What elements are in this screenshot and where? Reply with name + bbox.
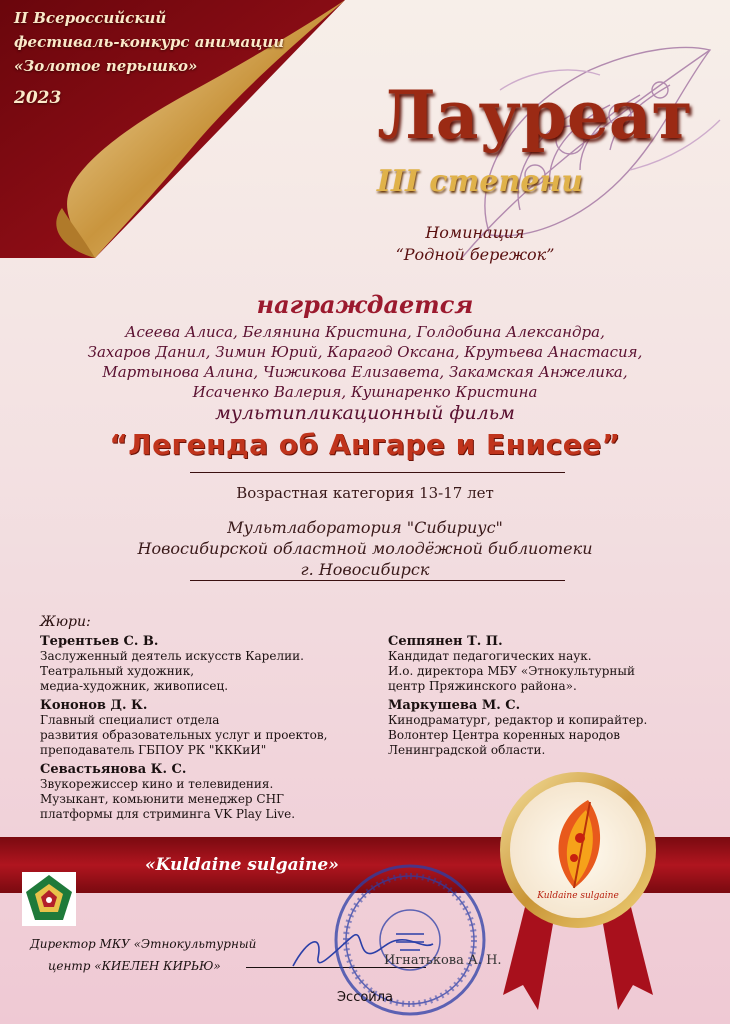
signature-icon <box>288 918 438 978</box>
awarded-heading: награждается <box>256 290 474 319</box>
jury-member-line: развития образовательных услуг и проектов, <box>40 728 328 742</box>
jury-right-column <box>388 634 718 762</box>
jury-member-line: Заслуженный деятель искусств Карелии. <box>40 649 304 663</box>
jury-member-line: Ленинградской области. <box>388 743 546 757</box>
jury-member-name: Терентьев С. В. <box>40 634 159 649</box>
jury-member <box>388 634 718 694</box>
jury-member-line: центр Пряжинского района». <box>388 679 577 693</box>
names-line: Мартынова Алина, Чижикова Елизавета, Закамская Анжелика, <box>102 363 628 381</box>
jury-member-line: медиа-художник, живописец. <box>40 679 229 693</box>
seal-text: Kuldaine sulgaine <box>537 891 619 901</box>
jury-member-name: Севастьянова К. С. <box>40 762 187 777</box>
director-line-1: Директор МКУ «Этнокультурный <box>30 937 257 951</box>
jury-member <box>40 634 370 694</box>
nomination-name: “Родной бережок” <box>395 245 555 264</box>
festival-line-3: «Золотое перышко» <box>14 57 198 75</box>
age-category: Возрастная категория 13-17 лет <box>236 484 494 502</box>
nomination-label: Номинация <box>425 223 525 242</box>
organization-logo-icon <box>22 872 76 926</box>
organization <box>0 517 730 580</box>
awardee-names <box>20 322 710 402</box>
director-block <box>30 933 256 977</box>
jury-heading: Жюри: <box>40 614 91 630</box>
laureate-title: Лауреат <box>377 76 693 154</box>
director-line-2: центр «КИЕЛЕН КИРЬЮ» <box>48 959 221 973</box>
place-name: Эссойла <box>336 990 394 1005</box>
divider <box>190 580 565 581</box>
signer-name: Игнатькова А. Н. <box>384 953 502 968</box>
film-title: “Легенда об Ангаре и Енисее” <box>109 428 621 461</box>
jury-member-line: Главный специалист отдела <box>40 713 220 727</box>
degree-title: III степени <box>376 164 584 199</box>
festival-year: 2023 <box>14 88 62 108</box>
jury-member-name: Сеппянен Т. П. <box>388 634 503 649</box>
jury-member <box>40 698 370 758</box>
jury-member <box>40 762 370 822</box>
band-label: «Kuldaine sulgaine» <box>145 855 339 875</box>
names-line: Захаров Данил, Зимин Юрий, Карагод Оксана, Крутьева Анастасия, <box>87 343 643 361</box>
jury-member-line: Музыкант, комьюнити менеджер СНГ <box>40 792 285 806</box>
festival-title <box>14 6 334 110</box>
jury-member-line: И.о. директора МБУ «Этнокультурный <box>388 664 635 678</box>
jury-member-name: Кононов Д. К. <box>40 698 148 713</box>
jury-member-line: Волонтер Центра коренных народов <box>388 728 621 742</box>
jury-member-line: платформы для стриминга VK Play Live. <box>40 807 296 821</box>
jury-member-line: Театральный художник, <box>40 664 195 678</box>
jury-member-line: Звукорежиссер кино и телевидения. <box>40 777 274 791</box>
festival-line-2: фестиваль-конкурс анимации <box>14 33 285 51</box>
org-city: г. Новосибирск <box>300 560 430 579</box>
nomination <box>340 222 610 266</box>
film-type: мультипликационный фильм <box>215 402 515 424</box>
jury-left-column <box>40 634 370 826</box>
org-line: Новосибирской областной молодёжной библиотеки <box>137 539 593 558</box>
names-line: Асеева Алиса, Белянина Кристина, Голдобина Александра, <box>125 323 605 341</box>
jury-member-line: преподаватель ГБПОУ РК "КККиИ" <box>40 743 267 757</box>
org-line: Мультлаборатория "Сибириус" <box>227 518 503 537</box>
divider <box>190 472 565 473</box>
jury-member-line: Кандидат педагогических наук. <box>388 649 592 663</box>
names-line: Исаченко Валерия, Кушнаренко Кристина <box>192 383 538 401</box>
jury-member <box>388 698 718 758</box>
jury-member-line: Кинодраматург, редактор и копирайтер. <box>388 713 648 727</box>
award-seal-icon <box>498 770 658 1020</box>
jury-member-name: Маркушева М. С. <box>388 698 521 713</box>
festival-line-1: II Всероссийский <box>14 9 167 27</box>
